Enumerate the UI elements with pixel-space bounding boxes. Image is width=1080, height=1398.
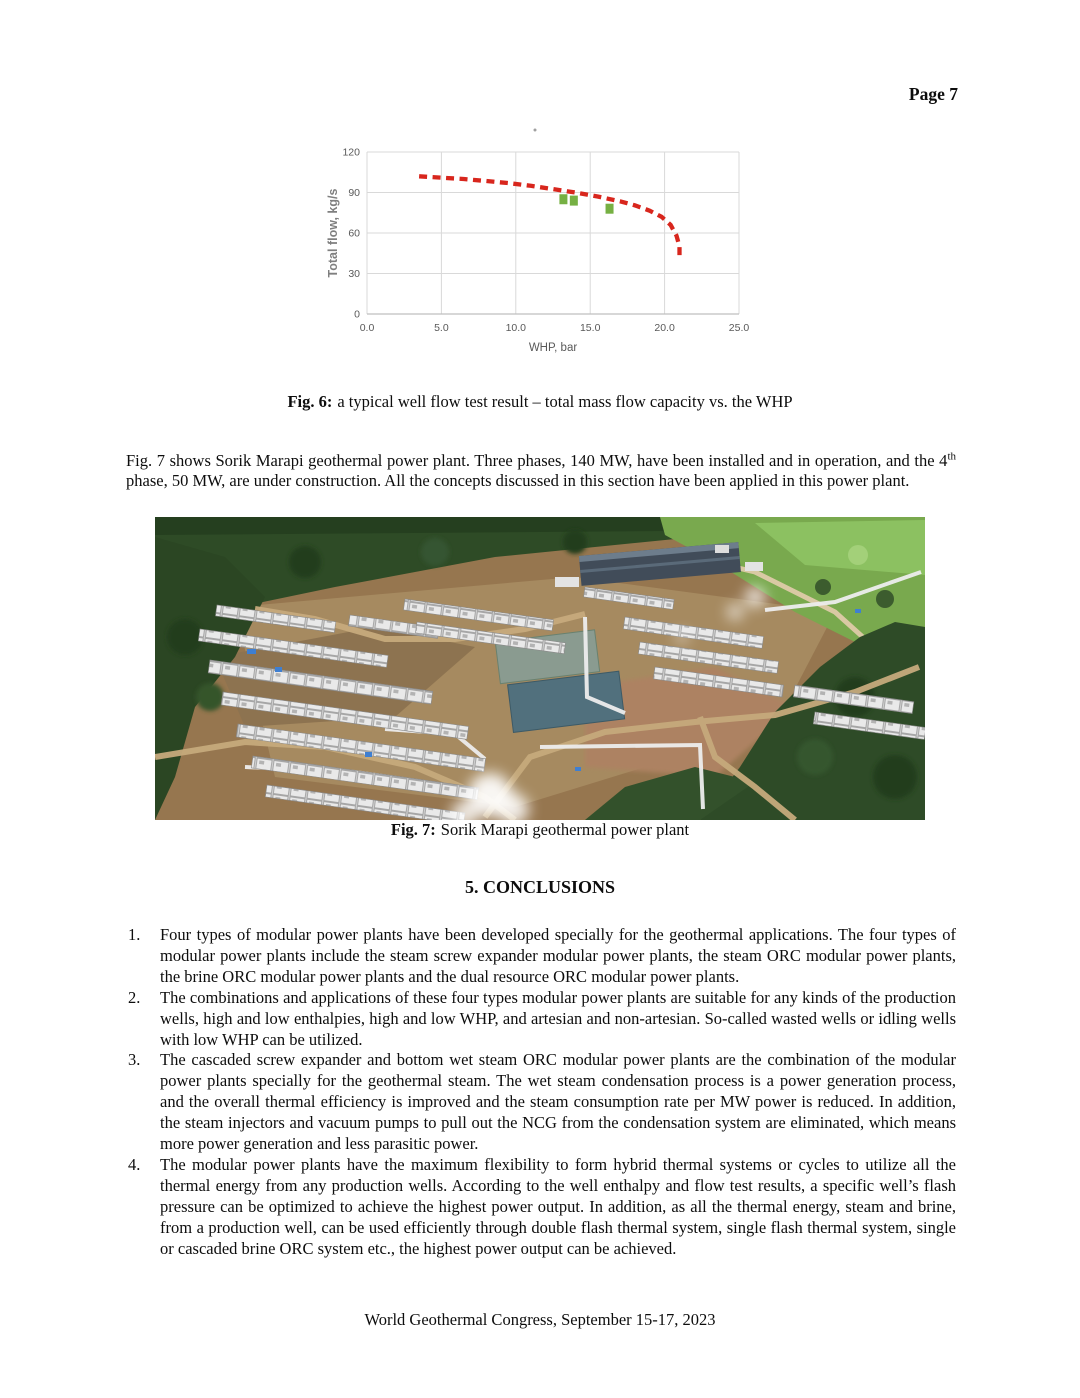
svg-text:15.0: 15.0 (579, 322, 601, 334)
svg-text:25.0: 25.0 (728, 322, 750, 334)
conclusions-list (126, 925, 956, 1260)
conclusion-item-number: 4. (128, 1154, 141, 1174)
conclusion-item-text: The combinations and applications of these four types modular power plants are suitable for any kinds of the production wells, high and low enthalpies, high and low WHP, and artesian and non-artesian. So-called wasted wells or idling wells with low WHP can be utilized. (160, 987, 956, 1049)
footer-text: World Geothermal Congress, September 15-17, 2023 (364, 1310, 716, 1329)
svg-text:20.0: 20.0 (654, 322, 675, 334)
conclusion-item (126, 988, 956, 1051)
intro-superscript: th (947, 450, 956, 462)
fig6-caption-label: Fig. 6: (287, 392, 333, 411)
fig6-caption (0, 392, 1080, 412)
intro-part2: phase, 50 MW, are under construction. All the concepts discussed in this section have been applied in this power plant. (126, 471, 910, 491)
svg-text:5.0: 5.0 (434, 322, 449, 334)
conclusion-item-number: 2. (128, 987, 141, 1007)
intro-paragraph (126, 451, 956, 493)
conclusion-item-text: The cascaded screw expander and bottom wet steam ORC modular power plants are the combination of the modular power plants specially for the geothermal steam. The wet steam condensation process is a power generation process, and the overall thermal efficiency is improved and the steam consumption rate per MW power is reduced. In addition, the steam injectors and vacuum pumps to pull out the NCG from the condensation system are eliminated, which means more power generation and less parasitic power. (160, 1050, 956, 1154)
svg-text:10.0: 10.0 (505, 322, 527, 334)
fig6-caption-text: a typical well flow test result – total mass flow capacity vs. the WHP (337, 392, 793, 411)
conclusion-item-number: 1. (128, 925, 141, 944)
conclusion-item (126, 1050, 956, 1155)
flow-chart-svg (325, 126, 755, 370)
svg-text:120: 120 (342, 146, 360, 159)
page-number: Page 7 (908, 84, 958, 104)
conclusion-item-text: Four types of modular power plants have been developed specially for the geothermal applications. The four types of modular power plants include the steam screw expander modular power plants, the steam ORC modular power plants, the brine ORC modular power plants and the dual resource ORC modular power plants. (160, 925, 956, 986)
svg-text:90: 90 (348, 187, 360, 199)
fig7-photo (155, 517, 925, 820)
svg-text:30: 30 (348, 268, 360, 280)
svg-text:0: 0 (354, 308, 360, 321)
intro-part1: Fig. 7 shows Sorik Marapi geothermal power plant. Three phases, 140 MW, have been installed and in operation, and the 4 (126, 450, 948, 470)
conclusion-item-number: 3. (128, 1050, 141, 1070)
conclusions-heading: 5. CONCLUSIONS (464, 877, 616, 897)
conclusion-item (126, 1155, 956, 1260)
fig6-flow-chart (325, 126, 755, 370)
svg-text:WHP, bar: WHP, bar (528, 342, 578, 354)
svg-text:0.0: 0.0 (359, 322, 375, 334)
fig7-caption (0, 820, 1080, 840)
svg-text:60: 60 (348, 227, 360, 240)
svg-text:Total flow, kg/s: Total flow, kg/s (326, 188, 340, 278)
conclusion-item (126, 925, 956, 988)
fig7-caption-label: Fig. 7: (390, 820, 436, 839)
fig7-caption-text: Sorik Marapi geothermal power plant (440, 820, 690, 839)
conclusion-item-text: The modular power plants have the maximum flexibility to form hybrid thermal systems or cycles to utilize all the thermal energy from any production wells. According to the well enthalpy and flow test results, a specific well’s flash pressure can be optimized to achieve the highest power output. In addition, as all the thermal energy, steam and brine, from a production well, can be used efficiently through double flash thermal system, single flash thermal system, single or cascaded brine ORC system etc., the highest power output can be achieved. (160, 1154, 956, 1258)
sorik-marapi-aerial-photo (155, 517, 925, 820)
